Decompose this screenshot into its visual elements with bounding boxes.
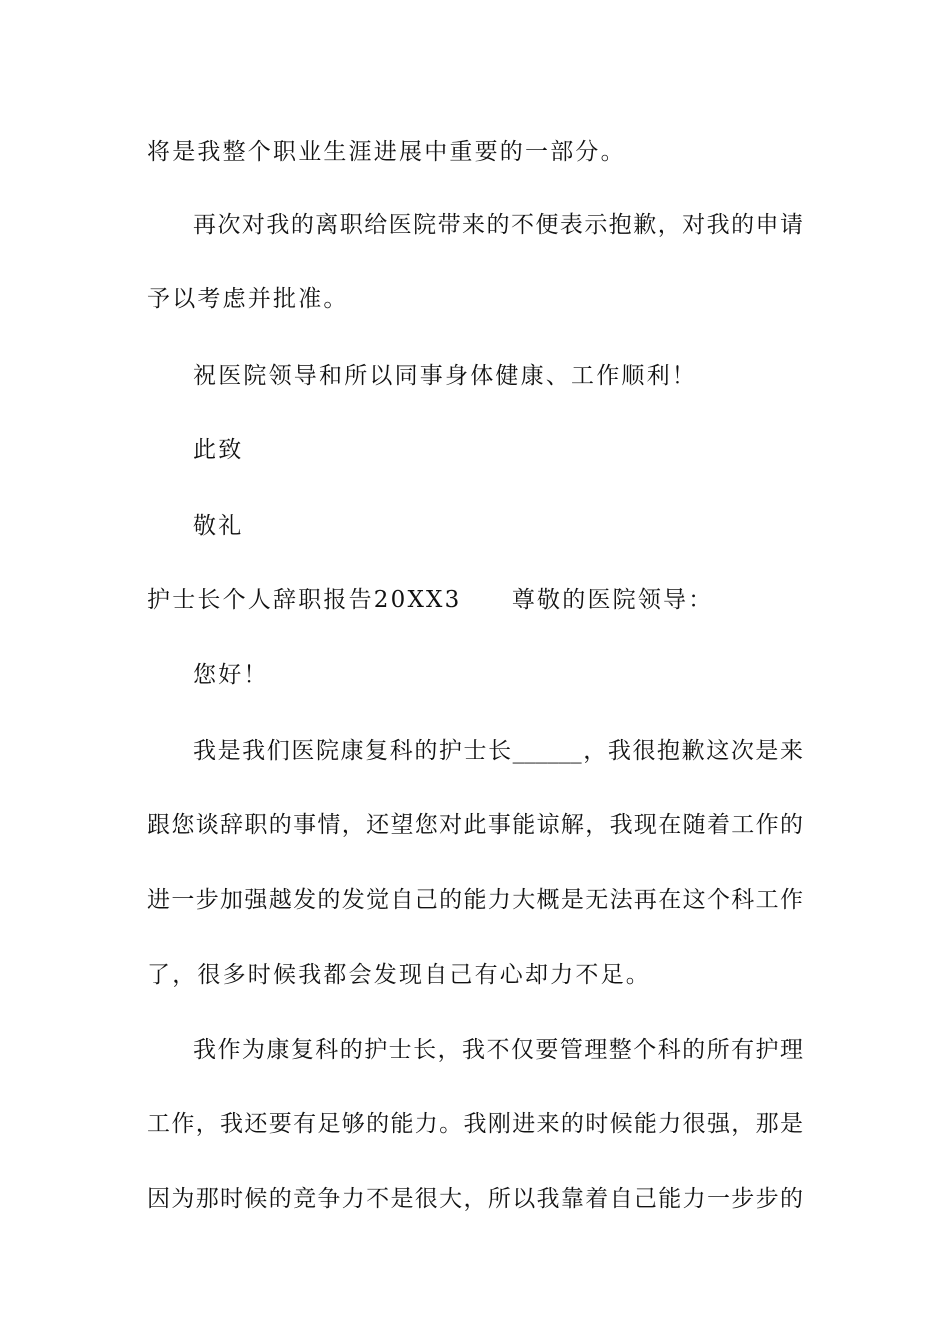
paragraph-first-line: 再次对我的离职给医院带来的不便表示抱歉，对我的申请 (193, 212, 803, 238)
section-title: 护士长个人辞职报告20XX3 尊敬的医院领导： (147, 587, 714, 613)
paragraph-first-line: 我是我们医院康复科的护士长______，我很抱歉这次是来 (193, 738, 803, 764)
text-line: 了，很多时候我都会发现自己有心却力不足。 (147, 962, 651, 988)
text-line: 工作，我还要有足够的能力。我刚进来的时候能力很强，那是 (147, 1111, 803, 1137)
paragraph-first-line: 祝医院领导和所以同事身体健康、工作顺利！ (193, 363, 697, 389)
text-line: 将是我整个职业生涯进展中重要的一部分。 (147, 139, 626, 165)
text-line: 予以考虑并批准。 (147, 286, 349, 312)
text-line: 进一步加强越发的发觉自己的能力大概是无法再在这个科工作 (147, 887, 803, 913)
greeting: 您好！ (193, 662, 269, 688)
closing-regards: 敬礼 (193, 513, 244, 539)
text-line: 跟您谈辞职的事情，还望您对此事能谅解，我现在随着工作的 (147, 812, 803, 838)
text-line: 因为那时候的竞争力不是很大，所以我靠着自己能力一步步的 (147, 1186, 803, 1212)
paragraph-first-line: 我作为康复科的护士长，我不仅要管理整个科的所有护理 (193, 1037, 803, 1063)
closing-salutation: 此致 (193, 437, 244, 463)
